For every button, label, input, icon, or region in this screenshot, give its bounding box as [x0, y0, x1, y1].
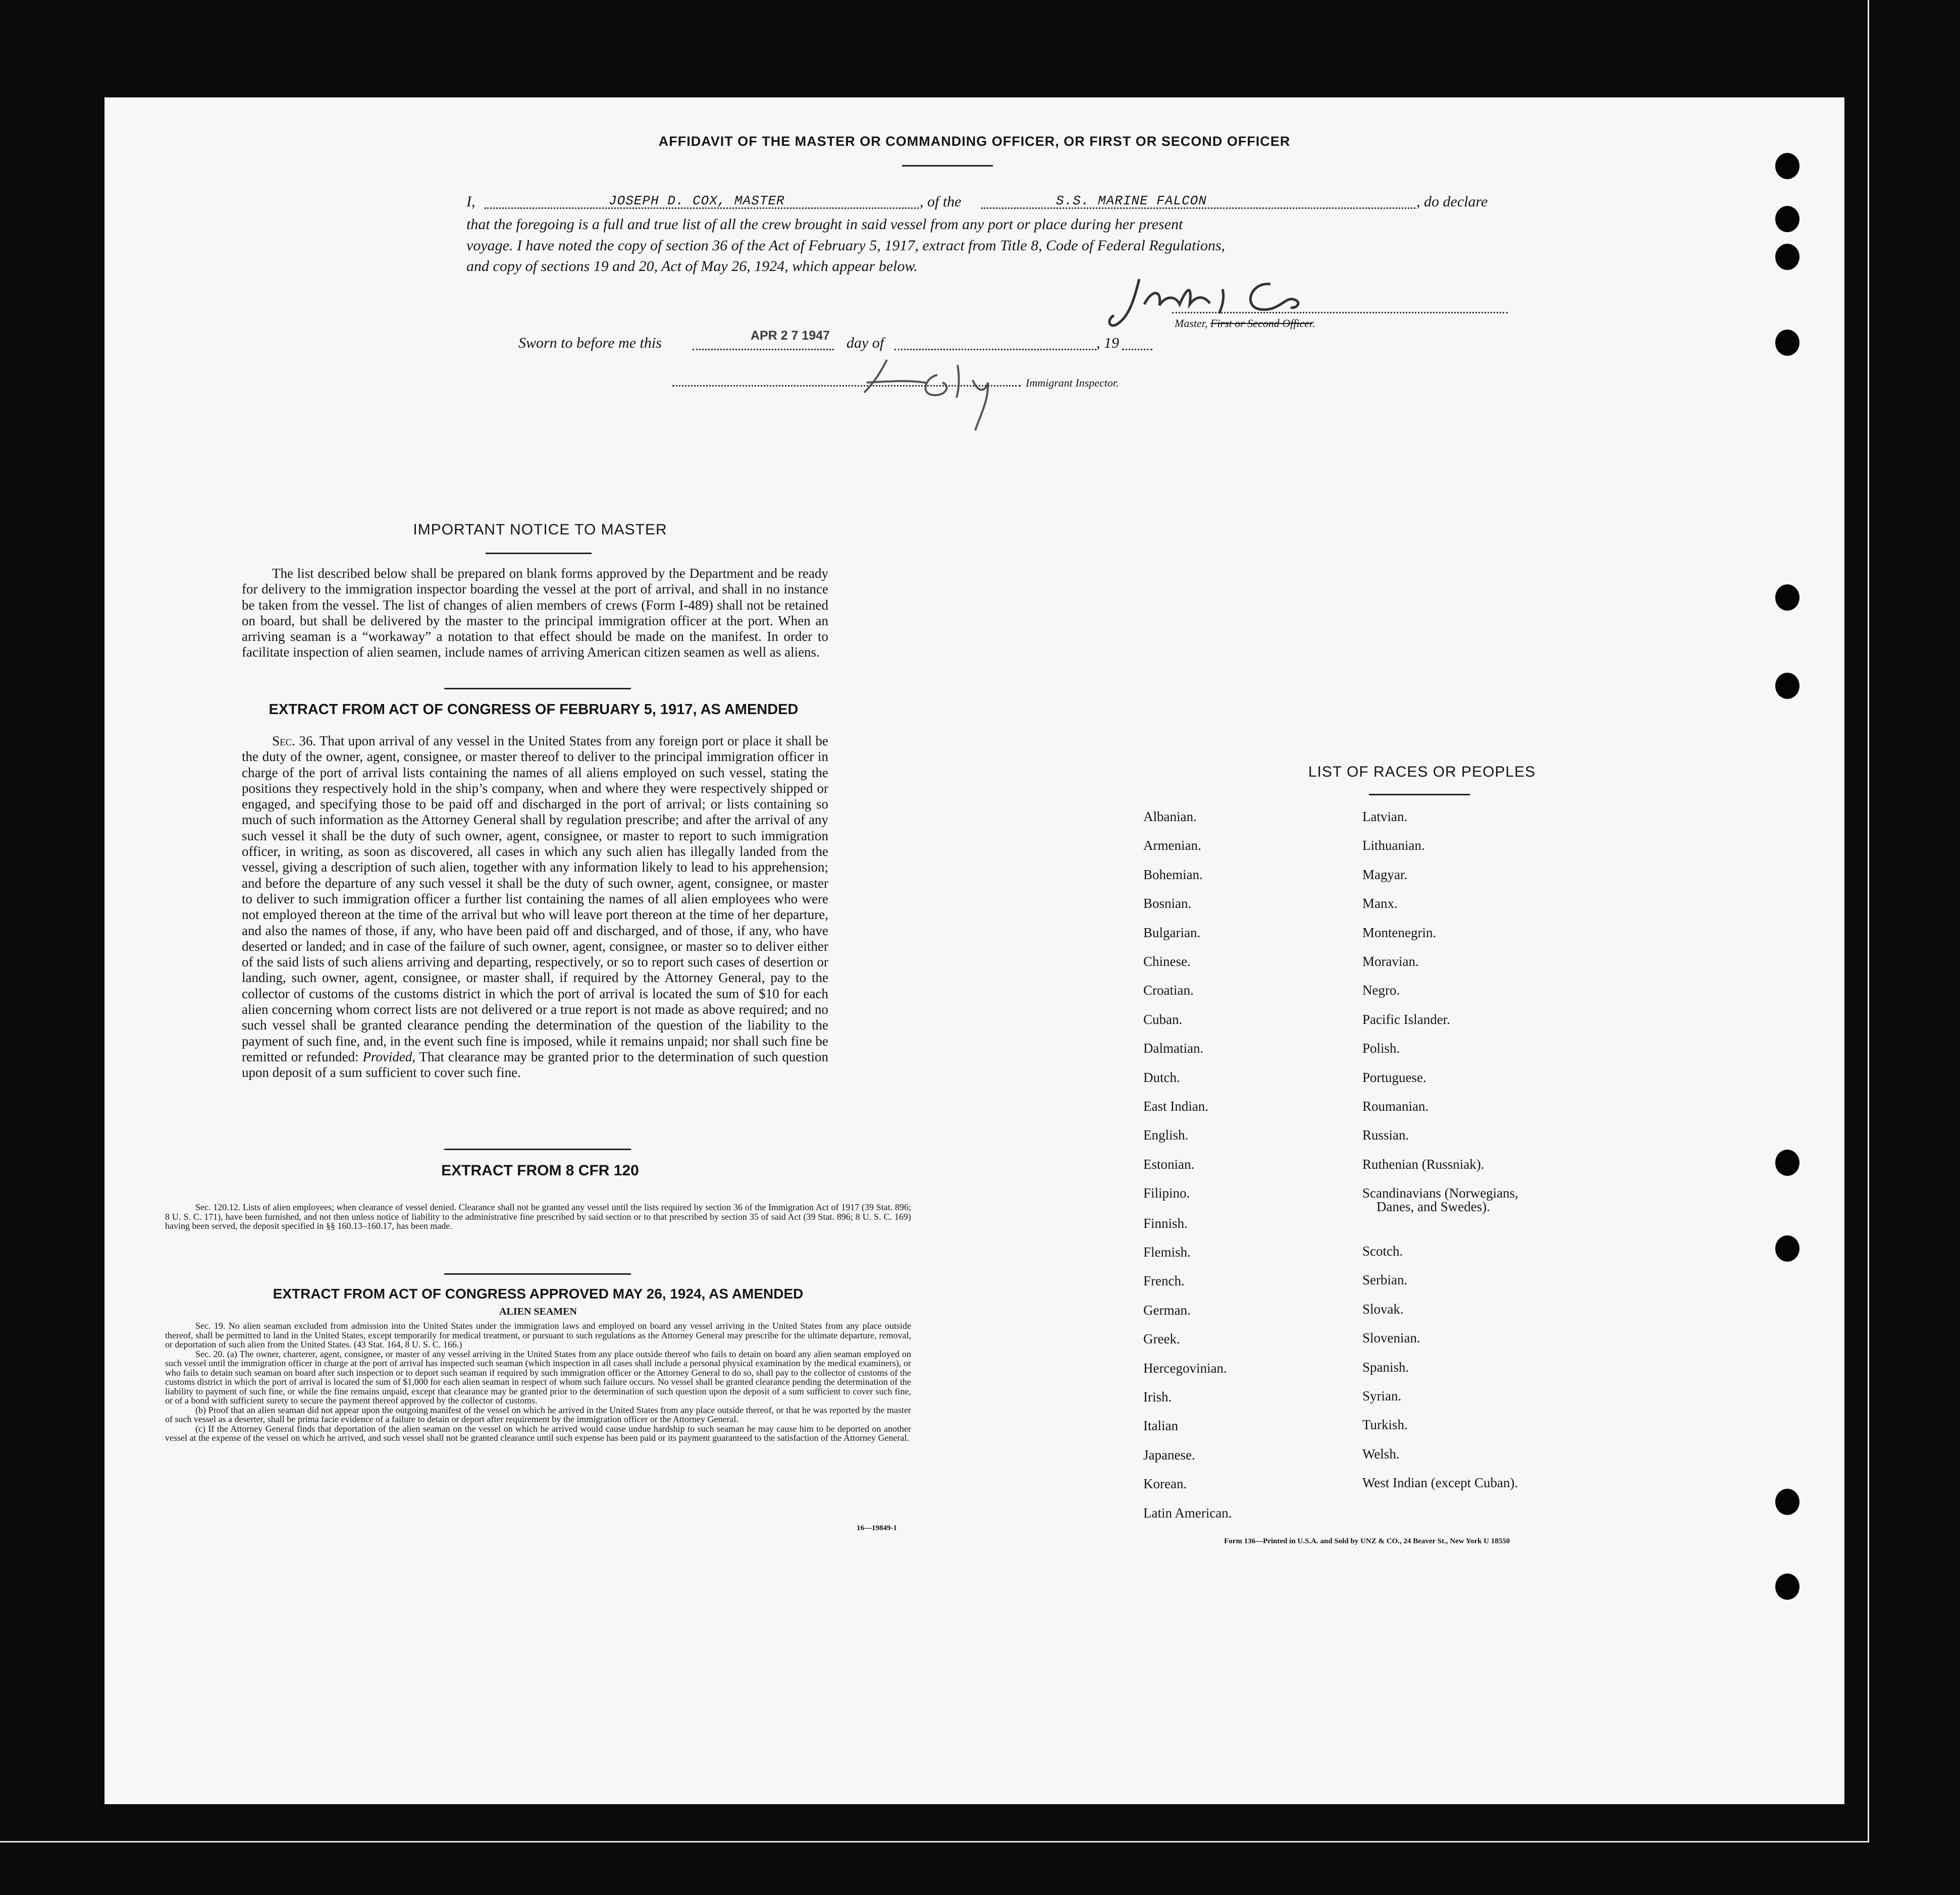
race-item: Bulgarian. [1143, 925, 1201, 940]
extract-1917-bottom-rule [444, 1149, 631, 1150]
year-prefix: , 19 [1096, 335, 1119, 351]
race-item: Dutch. [1143, 1069, 1180, 1085]
form-info-footer: Form 136—Printed in U.S.A. and Sold by UNZ & CO., 24 Beaver St., New York U 18550 [1224, 1537, 1510, 1545]
race-item: Roumanian. [1362, 1099, 1429, 1114]
vessel-name-field: S.S. MARINE FALCON [1056, 193, 1207, 208]
of-the-label: , of the [920, 193, 962, 210]
race-item: Filipino. [1143, 1185, 1190, 1201]
race-item: Syrian. [1362, 1388, 1402, 1403]
race-item: Magyar. [1362, 867, 1408, 882]
notice-divider [486, 553, 592, 554]
race-item: French. [1143, 1273, 1185, 1289]
race-item: Albanian. [1143, 809, 1197, 824]
notice-title: IMPORTANT NOTICE TO MASTER [413, 521, 667, 538]
race-item: Bosnian. [1143, 896, 1192, 911]
race-item: Spanish. [1362, 1359, 1409, 1375]
affidavit-title: AFFIDAVIT OF THE MASTER OR COMMANDING OFFICER, OR FIRST OR SECOND OFFICER [658, 134, 1291, 149]
race-item: Ruthenian (Russniak). [1362, 1156, 1485, 1172]
race-item: Japanese. [1143, 1447, 1195, 1463]
punch-hole [1775, 206, 1799, 232]
provided-label: Provided, [362, 1049, 416, 1064]
race-item: West Indian (except Cuban). [1362, 1475, 1518, 1491]
sec-36-end: That clearance may be granted prior to the determination of such question upon deposit of a sum sufficient to cover such fine. [242, 1049, 828, 1080]
races-divider [1369, 794, 1470, 795]
sec-20c-paragraph: (c) If the Attorney General finds that deportation of the alien seaman on the vessel on which he arrived would cause undue hardship to such seaman he may cause him to be deported on another vessel at the expense of the vessel on which he arrived, and such vessel shall not be granted clearance until such expense has been paid or its payment guaranteed to the satisfaction of the Attorney General. [165, 1423, 911, 1443]
race-item: Pacific Islander. [1362, 1011, 1450, 1027]
master-role-suffix: . [1312, 317, 1315, 330]
race-item: Negro. [1362, 983, 1400, 998]
race-item: Serbian. [1362, 1272, 1408, 1288]
race-item: Latin American. [1143, 1505, 1232, 1521]
master-role-label [1175, 317, 1315, 330]
race-item: Portuguese. [1362, 1069, 1426, 1085]
master-name-field: JOSEPH D. COX, MASTER [609, 193, 785, 208]
punch-hole [1775, 153, 1799, 179]
inspector-signature-line [672, 385, 1021, 387]
title-divider [902, 165, 993, 167]
frame-line-right [1868, 0, 1869, 1842]
sec-20a-paragraph: Sec. 20. (a) The owner, charterer, agent, consignee, or master of any vessel arriving in the United States from any place outside thereof who fails to detain on board any alien seaman employed on such vessel until the immigration officer in charge at the port of arrival has inspected such seaman (which inspection in all cases shall include a personal physical examination by the medical examiners), or who fails to detain such seaman on board after such inspection or to deport such seaman if required by such immigration officer or the Attorney General to do so, shall pay to the collector of customs of the customs district in which the port of arrival is located the sum of $1,000 for each alien seaman in respect of whom such failure occurs. No vessel shall be granted clearance pending the determination of the liability to payment of such fine, or while the fine remains unpaid, except that clearance may be granted prior to the determination of such question upon the deposit of a sum sufficient to cover such fine, or of a bond with sufficient surety to secure the payment thereof approved by the collector of customs. [165, 1348, 911, 1405]
extract-cfr-text [165, 1203, 911, 1231]
master-role-prefix: Master, [1175, 317, 1208, 330]
race-item: Latvian. [1362, 809, 1408, 824]
month-dotline [894, 349, 1096, 350]
race-item: Finnish. [1143, 1215, 1188, 1231]
declaration-line-1 [466, 193, 1542, 213]
race-item: Scandinavians (Norwegians, [1362, 1185, 1518, 1201]
punch-hole [1775, 1150, 1799, 1176]
inspector-signature [751, 355, 1074, 436]
notice-text: The list described below shall be prepared on blank forms approved by the Department and be ready for delivery to the immigration inspector boarding the vessel at the port of arrival, and shall in no instance be taken from the vessel. The list of changes of alien members of crews (Form I-489) shall not be retained on board, but shall be delivered by the master to the principal immigration officer at the port. When an arriving seaman is a “workaway” a notation to that effect should be made on the manifest. In order to facilitate inspection of alien seamen, include names of arriving American citizen seamen as well as aliens. [242, 566, 828, 660]
race-item: Scotch. [1362, 1243, 1403, 1259]
alien-seamen-subtitle: ALIEN SEAMEN [499, 1306, 577, 1317]
declaration-line-3: voyage. I have noted the copy of section 36 of the Act of February 5, 1917, extract from Title 8, Code of Federal Regulations, [466, 237, 1226, 254]
punch-hole [1775, 244, 1799, 270]
i-label: I, [466, 193, 475, 210]
punch-hole [1775, 1574, 1799, 1600]
declaration-line-4: and copy of sections 19 and 20, Act of May 26, 1924, which appear below. [466, 258, 918, 275]
punch-hole [1775, 584, 1799, 611]
document-page [104, 97, 1844, 1804]
notice-bottom-rule [444, 688, 631, 689]
master-role-struck: First or Second Officer [1210, 317, 1313, 330]
declaration-line-2: that the foregoing is a full and true list of all the crew brought in said vessel from any port or place during her present [466, 216, 1183, 233]
extract-1917-title: EXTRACT FROM ACT OF CONGRESS OF FEBRUARY 5, 1917, AS AMENDED [269, 701, 799, 718]
race-item: Armenian. [1143, 838, 1201, 853]
race-item: English. [1143, 1127, 1189, 1143]
sworn-label: Sworn to before me this [518, 335, 662, 351]
do-declare-label: , do declare [1416, 193, 1488, 210]
race-item: Danes, and Swedes). [1376, 1199, 1490, 1215]
extract-cfr-paragraph: Sec. 120.12. Lists of alien employees; when clearance of vessel denied. Clearance shall not be granted any vessel until the lists required by section 36 of the Immigration Act of 1917 (39 Stat. 896; 8 U. S. C. 171), have been furnished, and not then unless notice of liability to the administrative fine prescribed by said section or to that prescribed by section 35 of said Act (39 Stat. 896; 8 U. S. C. 169) having been served, the deposit specified in §§ 160.13–160.17, has been made. [165, 1202, 911, 1231]
race-item: Polish. [1362, 1041, 1400, 1056]
race-item: Turkish. [1362, 1417, 1408, 1433]
sworn-stamp: APR 2 7 1947 [751, 329, 830, 343]
print-code: 16—19849-1 [857, 1524, 897, 1532]
extract-1917-text [242, 733, 828, 1081]
race-item: Flemish. [1143, 1244, 1191, 1260]
race-item: East Indian. [1143, 1099, 1208, 1114]
race-item: Slovak. [1362, 1301, 1404, 1317]
extract-1924-title: EXTRACT FROM ACT OF CONGRESS APPROVED MAY 26, 1924, AS AMENDED [273, 1286, 804, 1302]
sworn-line [518, 329, 1250, 355]
punch-hole [1775, 1235, 1799, 1262]
extract-cfr-bottom-rule [444, 1273, 631, 1275]
extract-cfr-title: EXTRACT FROM 8 CFR 120 [441, 1162, 639, 1179]
sworn-date-dotline [693, 349, 834, 350]
inspector-label: Immigrant Inspector. [1026, 376, 1119, 389]
race-item: Greek. [1143, 1331, 1180, 1347]
race-item: Dalmatian. [1143, 1041, 1204, 1056]
race-item: Cuban. [1143, 1011, 1183, 1027]
race-item: Croatian. [1143, 983, 1194, 998]
sec-36-label: Sec. 36. [272, 733, 316, 748]
master-signature-line [1172, 312, 1508, 313]
sec-36-body: That upon arrival of any vessel in the United States from any foreign port or place it shall be the duty of the owner, agent, consignee, or master thereof to deliver to the principal immigration officer in charge of the port of arrival lists containing the names of all aliens employed on such vessel, stating the positions they respectively hold in the ship’s company, when and where they were respectively shipped or engaged, and specifying those to be paid off and discharged in the port of arrival; or lists containing so much of such information as the Attorney General shall by regulation prescribe; and after the arrival of any such vessel it shall be the duty of such owner, agent, consignee, or master to report to such immigration officer, in writing, as soon as discovered, all cases in which any such alien has illegally landed from the vessel, giving a description of such alien, together with any information likely to lead to his apprehension; and before the departure of any such vessel it shall be the duty of such owner, agent, consignee, or master to deliver to such immigration officer a further list containing the names of all alien employees who were not employed thereon at the time of the arrival but who will leave port thereon at the time of her departure, and also the names of those, if any, who have been paid off and discharged, and of those, if any, who have deserted or landed; and in case of the failure of such owner, agent, consignee, or master so to deliver either of the said lists of such aliens arriving and departing, respectively, or so to report such cases of desertion or landing, such owner, agent, consignee, or master shall, if required by the Attorney General, pay to the collector of customs of the customs district in which the port of arrival is located the sum of $10 for each alien concerning whom correct lists are not delivered or a true report is not made as above required; and no such vessel shall be granted clearance pending the determination of the question of the liability to the payment of such fine, and, in the event such fine is imposed, while it remains unpaid; nor shall such fine be remitted or refunded: [242, 733, 829, 1064]
race-item: Lithuanian. [1362, 838, 1425, 853]
race-item: German. [1143, 1302, 1191, 1318]
race-item: Montenegrin. [1362, 925, 1437, 940]
race-item: Slovenian. [1362, 1330, 1420, 1346]
race-item: Hercegovinian. [1143, 1360, 1227, 1376]
race-item: Manx. [1362, 896, 1398, 911]
punch-hole [1775, 1489, 1799, 1515]
punch-hole [1775, 330, 1799, 356]
race-item: Korean. [1143, 1476, 1187, 1492]
year-dotline [1122, 349, 1152, 350]
race-item: Bohemian. [1143, 867, 1203, 882]
race-item: Russian. [1362, 1127, 1409, 1143]
race-item: Chinese. [1143, 954, 1191, 969]
sec-20b-paragraph: (b) Proof that an alien seaman did not appear upon the outgoing manifest of the vessel on which he arrived in the United States from any place outside thereof, or that he was reported by the master of such vessel as a deserter, shall be prima facie evidence of a failure to detain or deport after requirement by the immigration officer or the Attorney General. [165, 1404, 911, 1424]
race-item: Welsh. [1362, 1446, 1400, 1461]
race-item: Moravian. [1362, 954, 1419, 969]
race-item: Irish. [1143, 1389, 1172, 1404]
day-of-label: day of [846, 335, 884, 351]
frame-line-bottom [0, 1841, 1869, 1843]
races-title: LIST OF RACES OR PEOPLES [1308, 764, 1536, 780]
race-item: Italian [1143, 1418, 1178, 1434]
punch-hole [1775, 673, 1799, 699]
extract-1924-text [165, 1321, 911, 1443]
race-item: Estonian. [1143, 1156, 1195, 1172]
sec-19-paragraph: Sec. 19. No alien seaman excluded from admission into the United States under the immigration laws and employed on board any vessel arriving in the United States from any place outside thereof, shall be permitted to land in the United States, except temporarily for medical treatment, or pursuant to such regulations as the Attorney General may prescribe for the ultimate departure, removal, or deportation of such alien from the United States. (43 Stat. 164, 8 U. S. C. 166.) [165, 1321, 911, 1349]
